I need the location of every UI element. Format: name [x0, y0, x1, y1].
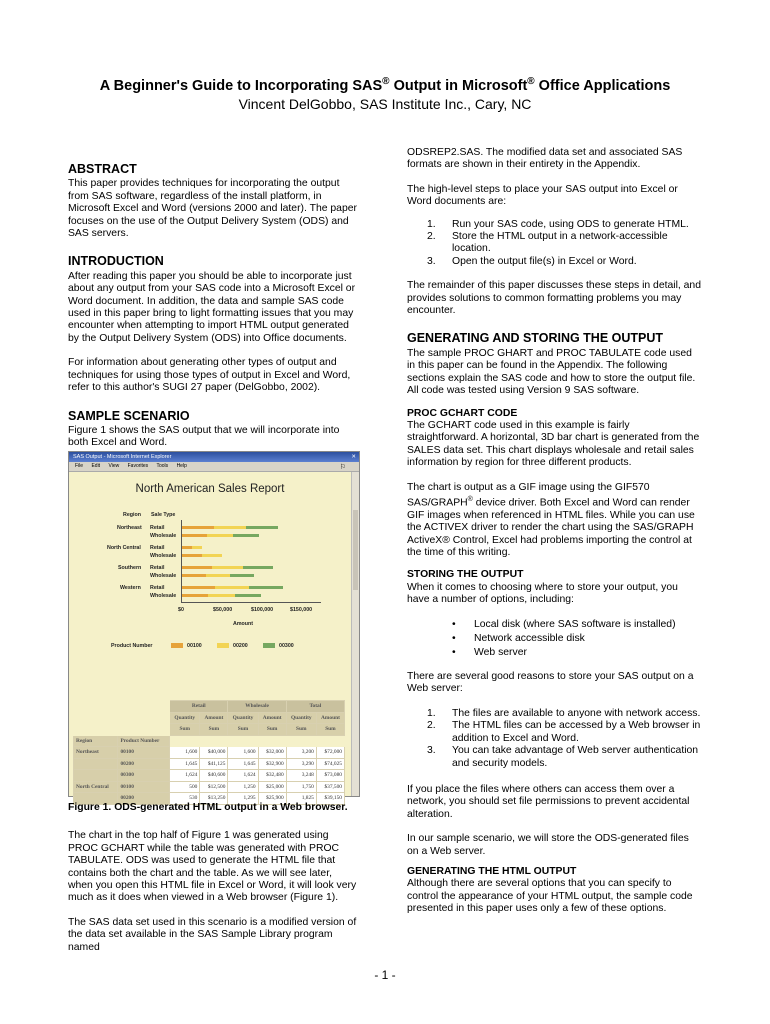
table-value-cell: $37,500 [316, 781, 344, 793]
chart-title: North American Sales Report [135, 483, 285, 495]
chart-region-label: North Central [107, 545, 141, 551]
table-stat: Sum [200, 724, 228, 736]
sample-scenario-text: Figure 1 shows the SAS output that we will incorporate into both Excel and Word. [68, 424, 340, 449]
list-text: You can take advantage of Web server authentication and security models. [452, 745, 699, 769]
table-row [74, 770, 345, 782]
list-item [407, 633, 702, 645]
table-blank-cell [74, 701, 170, 713]
chart-y-axis [181, 520, 182, 602]
table-value-cell: $13,250 [200, 793, 228, 805]
registered-mark: ® [467, 495, 473, 503]
list-text: The HTML files can be accessed by a Web browser in addition to Excel and Word. [452, 720, 701, 744]
browser-scrollbar[interactable] [351, 472, 359, 796]
storage-options-list [407, 619, 702, 659]
chart-x-tick: $50,000 [213, 607, 233, 613]
menu-file: File [75, 463, 84, 469]
html-output-heading: GENERATING THE HTML OUTPUT [407, 865, 577, 877]
list-item [407, 745, 702, 770]
chart-bar [208, 594, 235, 597]
table-value-cell: $74,025 [316, 758, 344, 770]
remainder-paragraph: The remainder of this paper discusses these steps in detail, and provides solutions to common formatting problems you may encounter. [407, 280, 701, 317]
table-subheader: Amount [316, 712, 344, 724]
list-number: 2. [427, 231, 436, 243]
steps-intro: The high-level steps to place your SAS output into Excel or Word documents are: [407, 183, 678, 208]
chart-saletype-label: Wholesale [150, 533, 177, 539]
figure-caption: Figure 1. ODS-generated HTML output in a Web browser. [68, 802, 348, 813]
table-value-cell: $12,500 [200, 781, 228, 793]
table-value-cell: 3,248 [286, 770, 316, 782]
chart-x-tick: $100,000 [251, 607, 274, 613]
table-product-cell: 00200 [118, 793, 170, 805]
chart-saletype-label: Wholesale [150, 573, 177, 579]
table-group-header: Total [286, 701, 344, 713]
generating-storing-heading: GENERATING AND STORING THE OUTPUT [407, 331, 664, 346]
table-row-header: Product Number [118, 735, 170, 747]
dataset-paragraph: The SAS data set used in this scenario is a modified version of the data set available in the SAS Sample Library program named [68, 916, 357, 953]
chart-x-tick: $150,000 [290, 607, 313, 613]
bullet: • [452, 618, 456, 630]
chart-saletype-label: Retail [150, 565, 165, 571]
list-text: Open the output file(s) in Excel or Word. [452, 255, 637, 267]
table-value-cell: $32,000 [258, 747, 286, 759]
table-value-cell: $25,000 [258, 781, 286, 793]
table-header-row [74, 712, 345, 724]
table-header-row [74, 724, 345, 736]
table-value-cell: $39,150 [316, 793, 344, 805]
chart-bar [214, 526, 246, 529]
reasons-intro: There are several good reasons to store your SAS output on a Web server: [407, 671, 694, 695]
storing-text: When it comes to choosing where to store your output, you have a number of options, including: [407, 581, 678, 606]
gif-text-start: The chart is output as a GIF image using the GIF570 SAS/GRAPH [407, 481, 650, 509]
list-item [407, 256, 702, 268]
table-value-cell: 3,200 [286, 747, 316, 759]
table-stat: Sum [286, 724, 316, 736]
table-subheader: Amount [258, 712, 286, 724]
list-number: 1. [427, 218, 436, 230]
introduction-heading: INTRODUCTION [68, 254, 164, 269]
list-text: Network accessible disk [474, 632, 585, 644]
list-item [407, 708, 702, 720]
table-product-cell: 00200 [118, 758, 170, 770]
legend-swatch-00300 [263, 643, 275, 648]
legend-swatch-00200 [217, 643, 229, 648]
gif-text-end: device driver. Both Excel and Word can render GIF images when referenced in HTML files. While you can use the ACTIVEX driver to render the chart using the SAS/GRAPH ActiveX® Control, Excel had problems importing the control at the time of this writing. [407, 497, 695, 559]
chart-bar [206, 574, 230, 577]
table-value-cell: 1,624 [170, 770, 200, 782]
menu-edit: Edit [91, 463, 101, 469]
table-region-cell: North Central [74, 781, 118, 793]
legend-title: Product Number [111, 643, 153, 649]
chart-saletype-label: Retail [150, 545, 165, 551]
gchart-heading: PROC GCHART CODE [407, 407, 518, 419]
table-value-cell: 1,750 [286, 781, 316, 793]
chart-bar [182, 546, 192, 549]
storing-heading: STORING THE OUTPUT [407, 569, 524, 581]
list-number: 3. [427, 255, 436, 267]
menu-favorites: Favorites [127, 463, 149, 469]
table-value-cell: $25,900 [258, 793, 286, 805]
list-text: Store the HTML output in a network-accessible location. [452, 231, 668, 255]
list-text: Local disk (where SAS software is installed) [474, 618, 676, 630]
gif-paragraph [407, 482, 702, 560]
table-group-header: Retail [170, 701, 228, 713]
table-region-cell [74, 758, 118, 770]
chart-bar [192, 546, 202, 549]
browser-window-title: SAS Output - Microsoft Internet Explorer [73, 454, 172, 460]
chart-saletype-label: Retail [150, 525, 165, 531]
left-column-top [68, 163, 358, 450]
chart-bar [182, 566, 212, 569]
close-icon: ✕ [351, 454, 356, 460]
chart-bar [182, 574, 206, 577]
chart-bar [230, 574, 254, 577]
table-row [74, 781, 345, 793]
generating-storing-text: The sample PROC GHART and PROC TABULATE code used in this paper can be found in the Appendix. The following sections explain the SAS code and how to store the output file. All code was tested using Version 9 SAS software. [407, 347, 696, 397]
legend-swatch-00100 [171, 643, 183, 648]
menu-tools: Tools [156, 463, 169, 469]
chart-x-tick: $0 [178, 607, 184, 613]
chart-x-axis [181, 602, 321, 603]
table-row-header: Region [74, 735, 118, 747]
chart-bar [235, 594, 261, 597]
table-value-cell: 1,825 [286, 793, 316, 805]
table-value-cell: $40,600 [200, 770, 228, 782]
sample-scenario-heading: SAMPLE SCENARIO [68, 408, 190, 423]
html-output-text: Although there are several options that you can specify to control the appearance of your HTML output, the sample code presented in this paper uses only a few of these options. [407, 878, 693, 915]
menu-help: Help [176, 463, 187, 469]
bullet: • [452, 646, 456, 658]
chart-bar [182, 586, 215, 589]
table-row [74, 758, 345, 770]
list-text: Run your SAS code, using ODS to generate HTML. [452, 218, 689, 230]
chart-region-label: Western [120, 585, 141, 591]
chart-region-header: Region [123, 512, 141, 518]
table-value-cell: 530 [170, 793, 200, 805]
legend-label: 00300 [279, 643, 294, 649]
chart-bar [202, 554, 222, 557]
table-value-cell: $32,900 [258, 758, 286, 770]
table-value-cell: $73,080 [316, 770, 344, 782]
table-stat: Sum [316, 724, 344, 736]
table-value-cell: 1,600 [170, 747, 200, 759]
table-subheader: Quantity [286, 712, 316, 724]
chart-region-label: Southern [118, 565, 142, 571]
chart-bar [182, 554, 202, 557]
bullet: • [452, 632, 456, 644]
menu-view: View [108, 463, 120, 469]
table-row [74, 747, 345, 759]
table-value-cell: 3,290 [286, 758, 316, 770]
table-value-cell: $72,000 [316, 747, 344, 759]
table-value-cell: 1,624 [228, 770, 258, 782]
table-group-header: Wholesale [228, 701, 286, 713]
table-value-cell: 1,295 [228, 793, 258, 805]
gchart-text: The GCHART code used in this example is fairly straightforward. A horizontal, 3D bar chart is generated from the SALES data set. This chart displays wholesale and retail sales information by region for three different products. [407, 419, 700, 469]
chart-bar [233, 534, 259, 537]
chart-bar [182, 594, 208, 597]
browser-content [69, 472, 351, 802]
list-number: 2. [427, 720, 436, 732]
table-value-cell: 1,645 [170, 758, 200, 770]
chart-bar [243, 566, 273, 569]
steps-list [407, 219, 702, 269]
chart-bar [212, 566, 243, 569]
chart-bar [207, 534, 233, 537]
list-item [407, 647, 702, 659]
legend-label: 00200 [233, 643, 248, 649]
chart-saletype-label: Wholesale [150, 553, 177, 559]
table-value-cell: $32,480 [258, 770, 286, 782]
table-product-cell: 00100 [118, 747, 170, 759]
table-blank-cell [170, 735, 345, 747]
chart-bar [246, 526, 278, 529]
list-item [407, 231, 702, 256]
permissions-paragraph: If you place the files where others can access them over a network, you should set file permissions to prevent accidental alteration. [407, 783, 690, 820]
list-item [407, 619, 702, 631]
abstract-text: This paper provides techniques for incorporating the output from SAS software, regardless of the install platform, in Microsoft Excel and Word (versions 2000 and later). The paper focuses on the use of the Output Delivery System (ODS) and SAS servers. [68, 178, 357, 240]
scrollbar-thumb[interactable] [353, 510, 358, 590]
tabulate-table [73, 700, 345, 805]
figure-discussion-paragraph: The chart in the top half of Figure 1 was generated using PROC GCHART while the table was generated with PROC TABULATE. ODS was used to generate the HTML file that contains both the chart and the table. As we will see later, when you open this HTML file in Excel or Word, it will look very much as it does when viewed in a Web browser (Figure 1). [68, 830, 357, 904]
chart-saletype-header: Sale Type [151, 512, 176, 518]
table-blank-cell [74, 724, 170, 736]
browser-title-bar [69, 452, 359, 462]
list-item [407, 720, 702, 745]
table-value-cell: $41,125 [200, 758, 228, 770]
page-number: - 1 - [374, 968, 396, 982]
scenario-paragraph: In our sample scenario, we will store the ODS-generated files on a Web server. [407, 833, 689, 857]
table-header-row [74, 701, 345, 713]
table-subheader: Quantity [170, 712, 200, 724]
list-text: Web server [474, 646, 527, 658]
list-number: 1. [427, 707, 436, 719]
author-line: Vincent DelGobbo, SAS Institute Inc., Cary, NC [238, 96, 532, 112]
legend-label: 00100 [187, 643, 202, 649]
abstract-heading: ABSTRACT [68, 162, 137, 176]
introduction-paragraph-2: For information about generating other types of output and techniques for using those types of output in Excel and Word, refer to this author's SUGI 27 paper (DelGobbo, 2002). [68, 357, 351, 394]
list-text: The files are available to anyone with network access. [452, 707, 701, 719]
table-header-row [74, 735, 345, 747]
table-subheader: Quantity [228, 712, 258, 724]
table-stat: Sum [170, 724, 200, 736]
chart-region-label: Northeast [117, 525, 142, 531]
table-stat: Sum [258, 724, 286, 736]
table-stat: Sum [228, 724, 258, 736]
chart-x-label: Amount [233, 621, 254, 627]
table-subheader: Amount [200, 712, 228, 724]
windows-logo-icon: ⚐ [339, 464, 346, 471]
paper-title: A Beginner's Guide to Incorporating SAS® Output in Microsoft® Office Applications [99, 76, 671, 94]
chart-bar [249, 586, 283, 589]
right-column [407, 147, 702, 916]
introduction-paragraph-1: After reading this paper you should be able to incorporate just about any output from your SAS code into a Microsoft Excel or Word document. In addition, the data and sample SAS code used in this paper bring to light formatting issues that you may encounter when attempting to import HTML output generated by the Output Delivery System (ODS) into Office documents. [68, 270, 356, 344]
table-region-cell: Northeast [74, 747, 118, 759]
table-blank-cell [74, 712, 170, 724]
list-number: 3. [427, 745, 436, 757]
table-value-cell: 1,645 [228, 758, 258, 770]
figure-browser-screenshot [68, 451, 360, 802]
table-value-cell: $40,000 [200, 747, 228, 759]
reasons-list [407, 708, 702, 770]
odsrep-paragraph: ODSREP2.SAS. The modified data set and associated SAS formats are shown in their entirety in the Appendix. [407, 147, 683, 171]
table-region-cell [74, 770, 118, 782]
chart-bar [215, 586, 249, 589]
chart-saletype-label: Retail [150, 585, 165, 591]
table-value-cell: 1,600 [228, 747, 258, 759]
browser-menu-bar [69, 462, 359, 472]
left-column-bottom [68, 802, 358, 954]
table-value-cell: 1,250 [228, 781, 258, 793]
list-item [407, 219, 702, 231]
chart-bar [182, 526, 214, 529]
table-product-cell: 00100 [118, 781, 170, 793]
table-value-cell: 500 [170, 781, 200, 793]
chart-saletype-label: Wholesale [150, 593, 177, 599]
table-product-cell: 00300 [118, 770, 170, 782]
chart-bar [182, 534, 207, 537]
